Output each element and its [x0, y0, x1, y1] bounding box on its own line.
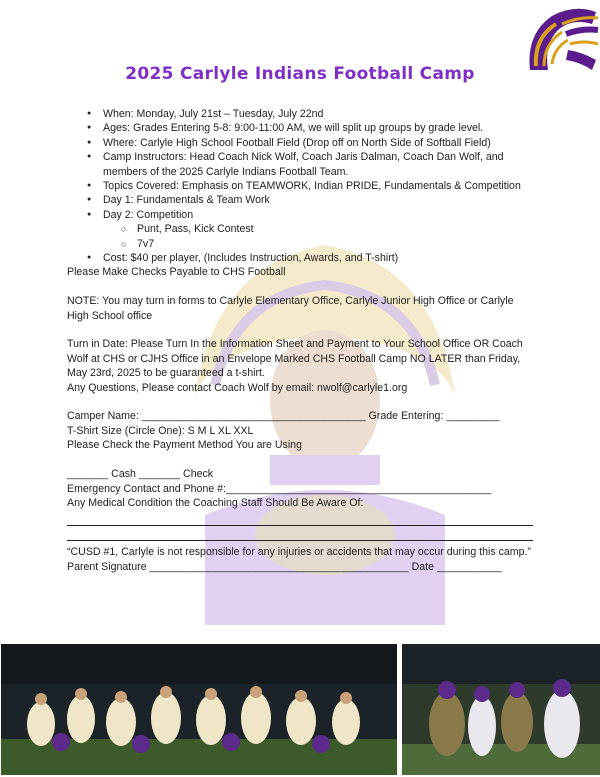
parent-signature-field[interactable]: Parent Signature ____________________________________________ Date ___________	[67, 560, 502, 573]
page-title: 2025 Carlyle Indians Football Camp	[125, 64, 475, 84]
list-item-label: Day 2: Competition	[103, 208, 194, 221]
list-item: ● Where: Carlyle High School Football Field (Drop off on North Side of Softball Field)	[103, 136, 537, 150]
list-item: ● When: Monday, July 21st – Tuesday, July 22nd	[103, 107, 537, 121]
list-item: ● Day 1: Fundamentals & Team Work	[103, 193, 537, 207]
turn-in-paragraph: Turn in Date: Please Turn In the Information Sheet and Payment to Your School Office OR Coach Wolf at CHS or CJHS Office in an Envelope Marked CHS Football Camp NO LATER than Friday, May 23rd, 2025 to be guaranteed a t-shirt.	[67, 338, 523, 380]
questions-line: Any Questions, Please contact Coach Wolf by email: nwolf@carlyle1.org	[67, 381, 408, 394]
sub-list-item: ○ 7v7	[121, 237, 537, 251]
list-item: ● Ages: Grades Entering 5-8: 9:00-11:00 AM, we will split up groups by grade level.	[103, 121, 537, 135]
game-action-photo	[402, 644, 600, 775]
emergency-contact-field[interactable]: Emergency Contact and Phone #:_____________________________________________	[67, 482, 492, 495]
note-paragraph: NOTE: You may turn in forms to Carlyle Elementary Office, Carlyle Junior High Office or Carlyle High School office	[67, 295, 514, 322]
list-item: ● Topics Covered: Emphasis on TEAMWORK, Indian PRIDE, Fundamentals & Competition	[103, 179, 537, 193]
list-item: ● Cost: $40 per player, (Includes Instruction, Awards, and T-shirt)	[103, 251, 537, 265]
medical-answer-line-1[interactable]	[67, 510, 533, 525]
payment-prompt: Please Check the Payment Method You are Using	[67, 439, 302, 452]
day2-sublist	[103, 222, 537, 251]
medical-answer-line-2[interactable]	[67, 526, 533, 541]
checks-payable: Please Make Checks Payable to CHS Football	[67, 266, 286, 279]
team-group-photo	[1, 644, 397, 775]
camper-name-field[interactable]: Camper Name: ______________________________________ Grade Entering: _________	[67, 410, 500, 423]
sub-list-item: ○ Punt, Pass, Kick Contest	[121, 222, 537, 236]
payment-method-field[interactable]: _______ Cash _______ Check	[67, 468, 214, 481]
camp-information	[67, 107, 537, 574]
details-list	[67, 107, 537, 265]
disclaimer: “CUSD #1, Carlyle is not responsible for any injuries or accidents that may occur during this camp.”	[67, 546, 531, 559]
list-item	[103, 208, 537, 251]
tshirt-size-field[interactable]: T-Shirt Size (Circle One): S M L XL XXL	[67, 424, 254, 437]
list-item: ● Camp Instructors: Head Coach Nick Wolf, Coach Jaris Dalman, Coach Dan Wolf, and members of the 2025 Carlyle Indians Football Team.	[103, 150, 537, 179]
medical-condition-field: Any Medical Condition the Coaching Staff Should Be Aware Of:	[67, 496, 364, 509]
